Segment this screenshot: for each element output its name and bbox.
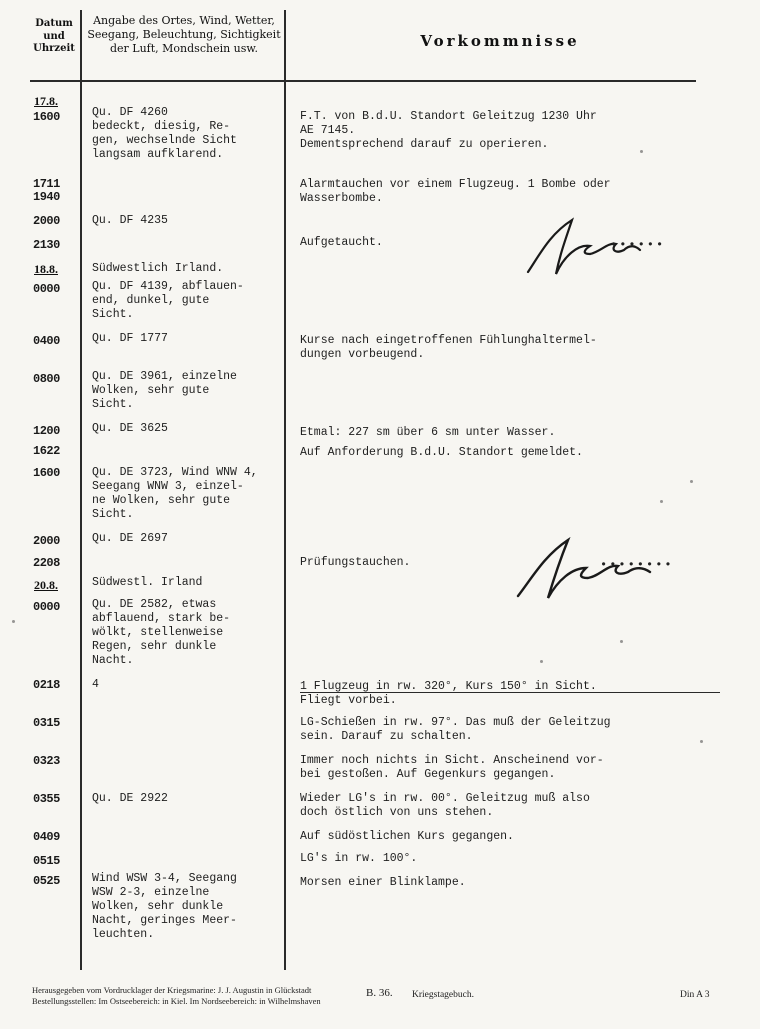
entry-time: 1200 [33,424,60,438]
header-rule [30,80,696,82]
entry-time: 0218 [33,678,60,692]
entry-event: Kurse nach eingetroffenen Fühlunghaltermel- dungen vorbeugend. [300,334,597,361]
scan-speck [690,480,693,483]
entry-conditions: Qu. DE 2922 [92,792,168,805]
entry-time: 0323 [33,754,60,768]
entry-conditions: Wind WSW 3-4, Seegang WSW 2-3, einzelne Wolken, sehr dunkle Nacht, geringes Meer- leuchten. [92,872,237,941]
entry-time: 0355 [33,792,60,806]
entry-time: 1622 [33,444,60,458]
scan-speck [660,500,663,503]
signature-dots: •••••••• [600,558,674,572]
entry-event: Auf südöstlichen Kurs gegangen. [300,830,514,843]
entry-event: LG's in rw. 100°. [300,852,418,865]
entry-time: 0525 [33,874,60,888]
entry-event: Prüfungstauchen. [300,556,411,569]
scan-speck [540,660,543,663]
entry-time: 0315 [33,716,60,730]
entry-time: 0800 [33,372,60,386]
entry-conditions: 4 [92,678,99,691]
header-events-column: Vorkommnisse [420,32,580,50]
entry-time: 0000 [33,282,60,296]
date-marker: 18.8. [34,262,58,276]
entry-time: 2000 [33,534,60,548]
entry-event: Etmal: 227 sm über 6 sm unter Wasser. [300,426,556,439]
divider-date-info [80,10,82,970]
footer-paper-format: Din A 3 [680,990,710,1000]
date-marker: 17.8. [34,94,58,108]
entry-conditions: Qu. DE 3723, Wind WNW 4, Seegang WNW 3, einzel- ne Wolken, sehr gute Sicht. [92,466,258,521]
entry-time: 2130 [33,238,60,252]
entry-conditions: Qu. DF 4260 bedeckt, diesig, Re- gen, wechselnde Sicht langsam aufklarend. [92,106,237,161]
entry-event: Wieder LG's in rw. 00°. Geleitzug muß also doch östlich von uns stehen. [300,792,590,819]
footer-form-title: Kriegstagebuch. [412,990,474,1000]
footer-publisher: Herausgegeben vom Vordrucklager der Kriegsmarine: J. J. Augustin in Glückstadt Bestellungsstellen: Im Ostseebereich: in Kiel. Im Nordseebereich: in Wilhelmshaven [32,985,321,1006]
entry-event: LG-Schießen in rw. 97°. Das muß der Geleitzug sein. Darauf zu schalten. [300,716,611,743]
divider-info-events [284,10,286,970]
entry-time: 1600 [33,110,60,124]
entry-time: 1711 1940 [33,177,60,204]
entry-time: 0515 [33,854,60,868]
entry-conditions: Südwestl. Irland [92,576,203,589]
signature-dots: •••••• [610,238,666,252]
entry-time: 0400 [33,334,60,348]
header-info-column: Angabe des Ortes, Wind, Wetter, Seegang, Beleuchtung, Sichtigkeit der Luft, Mondschein usw. [87,14,281,55]
entry-conditions: Qu. DE 3961, einzelne Wolken, sehr gute Sicht. [92,370,237,411]
entry-event: 1 Flugzeug in rw. 320°, Kurs 150° in Sicht. Fliegt vorbei. [300,680,597,707]
scan-speck [12,620,15,623]
date-marker: 20.8. [34,578,58,592]
entry-conditions: Südwestlich Irland. [92,262,224,275]
entry-event: Immer noch nichts in Sicht. Anscheinend vor- bei gestoßen. Auf Gegenkurs gegangen. [300,754,604,781]
entry-conditions: Qu. DF 4235 [92,214,168,227]
scan-speck [640,150,643,153]
entry-time: 0000 [33,600,60,614]
entry-event: Aufgetaucht. [300,236,383,249]
entry-time: 0409 [33,830,60,844]
header-date-column: Datum und Uhrzeit [33,18,75,54]
scan-speck [700,740,703,743]
scan-speck [620,640,623,643]
entry-time: 1600 [33,466,60,480]
entry-event: Auf Anforderung B.d.U. Standort gemeldet. [300,446,583,459]
entry-time: 2208 [33,556,60,570]
entry-conditions: Qu. DF 4139, abflauen- end, dunkel, gute Sicht. [92,280,244,321]
footer-form-number: B. 36. [366,987,393,999]
entry-conditions: Qu. DF 1777 [92,332,168,345]
entry-conditions: Qu. DE 2582, etwas abflauend, stark be- wölkt, stellenweise Regen, sehr dunkle Nacht. [92,598,231,667]
entry-event: Morsen einer Blinklampe. [300,876,466,889]
entry-time: 2000 [33,214,60,228]
entry-event: F.T. von B.d.U. Standort Geleitzug 1230 Uhr AE 7145. Dementsprechend darauf zu operieren. [300,110,597,151]
entry-conditions: Qu. DE 2697 [92,532,168,545]
entry-conditions: Qu. DE 3625 [92,422,168,435]
entry-event: Alarmtauchen vor einem Flugzeug. 1 Bombe oder Wasserbombe. [300,178,611,205]
